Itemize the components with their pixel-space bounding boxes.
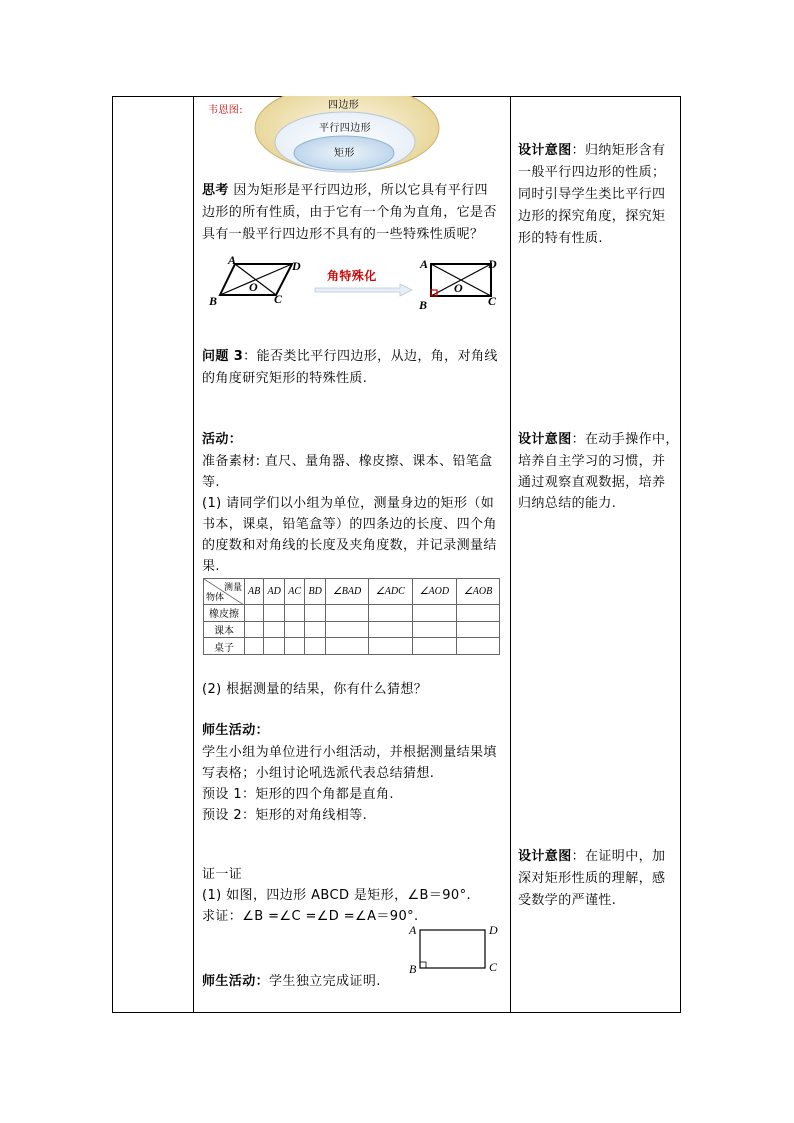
intent1-head: 设计意图 xyxy=(518,143,572,158)
activity-line-3: (1) 请同学们以小组为单位，测量身边的矩形（如 xyxy=(202,496,495,511)
table-cell[interactable] xyxy=(457,638,500,655)
table-cell[interactable] xyxy=(305,605,326,622)
intent2-line-3: 通过观察直观数据，培养 xyxy=(518,475,666,490)
table-header-cell: ∠ADC xyxy=(368,579,412,605)
table-border-right xyxy=(680,96,681,1013)
intent3-line-1: ：在证明中，加 xyxy=(571,849,666,864)
question3-line-2: 的角度研究矩形的特殊性质. xyxy=(202,371,368,386)
teacher1-line-3: 预设 1：矩形的四个角都是直角. xyxy=(202,787,394,802)
activity-line-4: 书本，课桌，铅笔盒等）的四条边的长度、四个角 xyxy=(202,517,497,532)
question3-paragraph xyxy=(202,346,498,368)
activity-line-6: 果. xyxy=(202,559,220,574)
table-cell[interactable] xyxy=(245,638,264,655)
table-header-cell: AC xyxy=(285,579,305,605)
table-cell[interactable] xyxy=(368,638,412,655)
intent2-line-2: 培养自主学习的习惯，并 xyxy=(518,454,666,469)
prove-line-2: 求证：∠B =∠C =∠D =∠A＝90°. xyxy=(202,909,419,924)
activity-head: 活动： xyxy=(202,432,243,447)
table-cell[interactable] xyxy=(245,605,264,622)
table-cell[interactable] xyxy=(285,621,305,638)
table-header-row xyxy=(204,579,500,605)
intent3-line-2: 深对矩形性质的理解，感 xyxy=(518,871,666,886)
question3-head: 问题 3 xyxy=(202,349,244,364)
teacher2-text: 学生独立完成证明. xyxy=(269,974,381,989)
table-cell[interactable] xyxy=(326,621,369,638)
parallelogram-figure xyxy=(200,252,510,316)
teacher2-paragraph xyxy=(202,971,381,993)
table-cell[interactable] xyxy=(326,638,369,655)
rect-label-A: A xyxy=(409,923,417,937)
prove-head: 证一证 xyxy=(202,867,243,882)
prove-line-1: (1) 如图，四边形 ABCD 是矩形，∠B＝90°. xyxy=(202,888,472,903)
intent3-head: 设计意图 xyxy=(518,849,572,864)
fig1-right-A: A xyxy=(420,257,429,271)
fig1-right-B: B xyxy=(419,298,428,312)
measurement-table xyxy=(203,578,500,655)
teacher1-line-1: 学生小组为单位进行小组活动，并根据测量结果填 xyxy=(202,745,497,760)
fig1-left-D: D xyxy=(292,259,302,273)
table-border-bottom xyxy=(112,1012,681,1013)
intent1-line-1: ：归纳矩形含有 xyxy=(571,143,666,158)
table-divider-2 xyxy=(510,96,511,1013)
table-header-cell: AD xyxy=(264,579,285,605)
table-row-label: 橡皮擦 xyxy=(204,605,245,622)
table-cell[interactable] xyxy=(326,605,369,622)
table-header-cell: ∠AOB xyxy=(457,579,500,605)
intent1-line-4: 边形的探究角度，探究矩 xyxy=(518,209,666,224)
venn-inner-label: 矩形 xyxy=(334,148,355,159)
think-head: 思考 xyxy=(202,183,229,198)
intent1-line-5: 形的特有性质. xyxy=(518,231,603,246)
fig1-right-C: C xyxy=(488,294,497,308)
fig1-right-D: D xyxy=(488,257,498,271)
table-cell[interactable] xyxy=(264,621,285,638)
table-row xyxy=(204,605,500,622)
intent1-paragraph xyxy=(518,140,665,162)
teacher2-head: 师生活动： xyxy=(202,974,270,989)
table-row-label: 课本 xyxy=(204,621,245,638)
intent2-head: 设计意图 xyxy=(518,432,572,447)
table-header-cell: ∠BAD xyxy=(326,579,369,605)
table-cell[interactable] xyxy=(457,605,500,622)
table-cell[interactable] xyxy=(305,621,326,638)
table-row xyxy=(204,621,500,638)
table-cell[interactable] xyxy=(412,621,456,638)
think-line-3: 具有一般平行四边形不具有的一些特殊性质呢？ xyxy=(202,227,484,242)
rect-label-B: B xyxy=(409,962,417,976)
table-header-cell: ∠AOD xyxy=(412,579,456,605)
table-row-label: 桌子 xyxy=(204,638,245,655)
table-row xyxy=(204,638,500,655)
table-border-left xyxy=(112,96,113,1013)
table-cell[interactable] xyxy=(412,638,456,655)
activity-line-2: 等. xyxy=(202,475,220,490)
venn-middle-label: 平行四边形 xyxy=(319,123,371,134)
guess-question: (2) 根据测量的结果，你有什么猜想？ xyxy=(202,682,428,697)
table-cell[interactable] xyxy=(368,605,412,622)
table-header-cell: AB xyxy=(245,579,264,605)
intent2-line-4: 归纳总结的能力. xyxy=(518,496,617,511)
activity-line-1: 准备素材: 直尺、量角器、橡皮擦、课本、铅笔盒 xyxy=(202,454,493,469)
think-line-2: 边形的所有性质，由于它有一个角为直角，它是否 xyxy=(202,205,497,220)
table-corner-cell xyxy=(204,579,245,605)
table-cell[interactable] xyxy=(285,605,305,622)
intent1-line-3: 同时引导学生类比平行四 xyxy=(518,187,666,202)
teacher1-line-4: 预设 2：矩形的对角线相等. xyxy=(202,808,368,823)
table-divider-1 xyxy=(193,96,194,1013)
table-cell[interactable] xyxy=(285,638,305,655)
think-line-1: 因为矩形是平行四边形，所以它具有平行四 xyxy=(233,183,488,198)
intent2-paragraph xyxy=(518,429,679,451)
intent3-paragraph xyxy=(518,846,665,868)
teacher1-line-2: 写表格；小组讨论吼选派代表总结猜想. xyxy=(202,766,435,781)
intent2-line-1: ：在动手操作中， xyxy=(571,432,679,447)
corner-bottom-label: 物体 xyxy=(206,593,225,603)
fig1-left-O: O xyxy=(249,280,259,294)
table-cell[interactable] xyxy=(245,621,264,638)
fig1-right-O: O xyxy=(454,281,464,295)
teacher1-head: 师生活动： xyxy=(202,723,270,738)
rectangle-figure xyxy=(415,925,498,975)
table-cell[interactable] xyxy=(264,605,285,622)
table-cell[interactable] xyxy=(305,638,326,655)
fig1-left-C: C xyxy=(274,292,283,306)
venn-outer-label: 四边形 xyxy=(328,100,360,111)
activity-line-5: 的度数和对角线的长度及夹角度数，并记录测量结 xyxy=(202,538,497,553)
fig1-arrow-text: 角特殊化 xyxy=(327,269,377,283)
table-cell[interactable] xyxy=(412,605,456,622)
fig1-left-A: A xyxy=(228,253,237,267)
venn-label: 韦恩图: xyxy=(208,105,243,116)
corner-top-label: 测量 xyxy=(223,583,242,593)
question3-line-1: ：能否类比平行四边形，从边，角，对角线 xyxy=(243,349,498,364)
intent3-line-3: 受数学的严谨性. xyxy=(518,893,617,908)
think-paragraph xyxy=(202,180,488,202)
table-header-cell: BD xyxy=(305,579,326,605)
fig1-left-B: B xyxy=(209,294,218,308)
table-cell[interactable] xyxy=(264,638,285,655)
rect-label-D: D xyxy=(489,923,499,937)
table-cell[interactable] xyxy=(368,621,412,638)
table-cell[interactable] xyxy=(457,621,500,638)
rect-label-C: C xyxy=(489,960,498,974)
intent1-line-2: 一般平行四边形的性质； xyxy=(518,165,666,180)
